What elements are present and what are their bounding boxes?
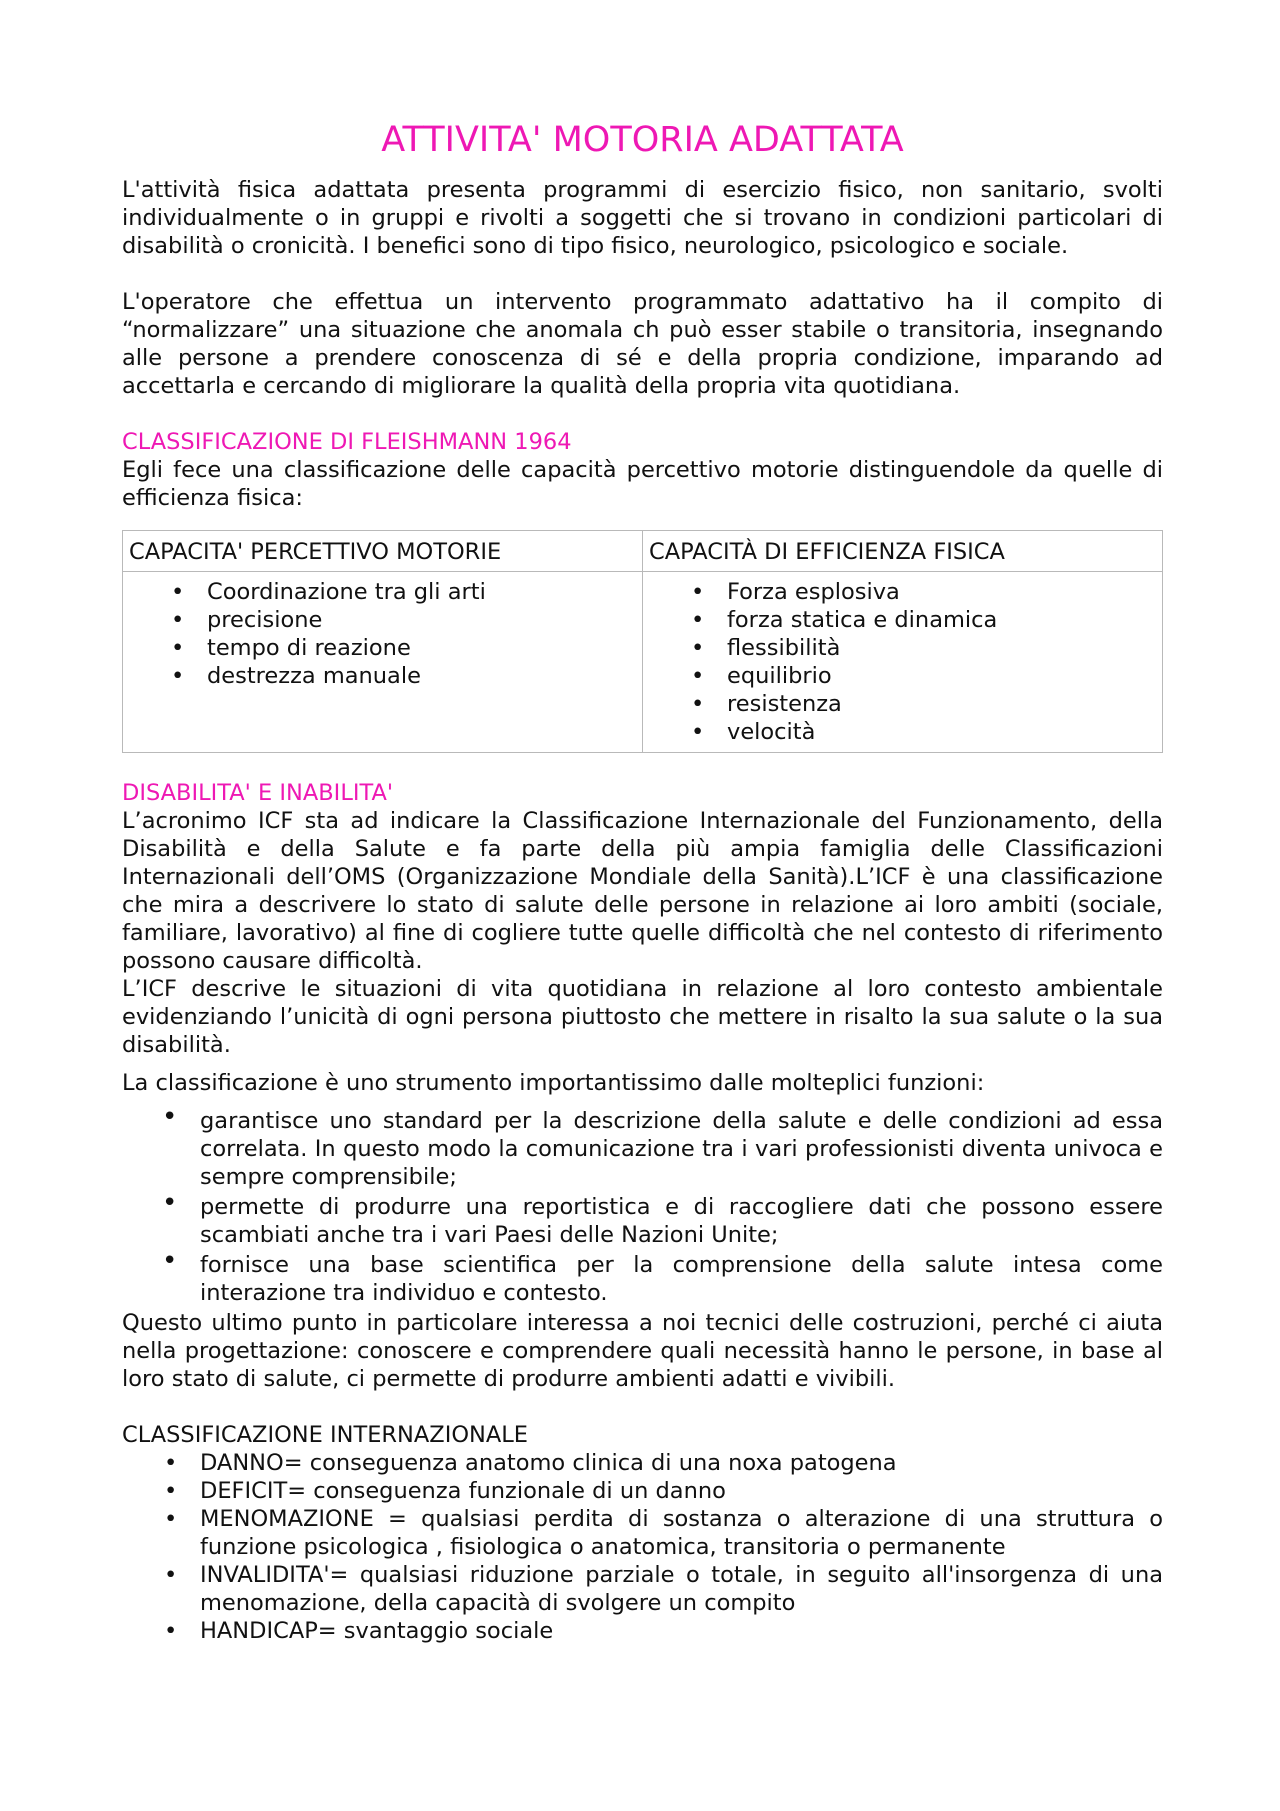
section-heading-fleishmann: CLASSIFICAZIONE DI FLEISHMANN 1964 — [122, 429, 572, 455]
table-header-percettivo: CAPACITA' PERCETTIVO MOTORIE — [123, 531, 643, 572]
list-item: • MENOMAZIONE = qualsiasi perdita di sostanza o alterazione di una struttura o funzione psicologica , fisiologica o anatomica, transitoria o permanente — [122, 1505, 1163, 1561]
table-row — [123, 572, 1163, 753]
table-header-row — [123, 531, 1163, 572]
list-item: • flessibilità — [649, 634, 1156, 662]
table-cell-percettivo — [123, 572, 643, 753]
percettivo-list — [129, 578, 636, 690]
list-item: • permette di produrre una reportistica e di raccogliere dati che possono essere scambiati anche tra i vari Paesi delle Nazioni Unite; — [122, 1193, 1163, 1249]
section-heading-internazionale: CLASSIFICAZIONE INTERNAZIONALE — [122, 1422, 529, 1448]
efficienza-list — [649, 578, 1156, 746]
fleishmann-paragraph: Egli fece una classificazione delle capacità percettivo motorie distinguendole da quelle di efficienza fisica: — [122, 457, 1163, 511]
list-item: • forza statica e dinamica — [649, 606, 1156, 634]
icf-paragraph-2: L’ICF descrive le situazioni di vita quotidiana in relazione al loro contesto ambientale evidenziando l’unicità di ogni persona piuttosto che mettere in risalto la sua salute o la sua disabilità. — [122, 976, 1163, 1058]
list-item: • equilibrio — [649, 662, 1156, 690]
intro-paragraph-1: L'attività fisica adattata presenta programmi di esercizio fisico, non sanitario, svolti individualmente o in gruppi e rivolti a soggetti che si trovano in condizioni particolari di disabilità o cronicità. I benefici sono di tipo fisico, neurologico, psicologico e sociale. — [122, 177, 1163, 259]
icf-paragraph-4: Questo ultimo punto in particolare interessa a noi tecnici delle costruzioni, perché ci aiuta nella progettazione: conoscere e comprendere quali necessità hanno le persone, in base al loro stato di salute, ci permette di produrre ambienti adatti e vivibili. — [122, 1310, 1163, 1392]
list-item: • fornisce una base scientifica per la comprensione della salute intesa come interazione tra individuo e contesto. — [122, 1251, 1163, 1307]
list-item: • garantisce uno standard per la descrizione della salute e delle condizioni ad essa correlata. In questo modo la comunicazione tra i vari professionisti diventa univoca e sempre comprensibile; — [122, 1107, 1163, 1191]
intro-paragraph-2: L'operatore che effettua un intervento programmato adattativo ha il compito di “normalizzare” una situazione che anomala ch può esser stabile o transitoria, insegnando alle persone a prendere conoscenza di sé e della propria condizione, imparando ad accettarla e cercando di migliorare la qualità della propria vita quotidiana. — [122, 289, 1163, 399]
list-item: • INVALIDITA'= qualsiasi riduzione parziale o totale, in seguito all'insorgenza di una menomazione, della capacità di svolgere un compito — [122, 1561, 1163, 1617]
icf-functions-list — [122, 1107, 1163, 1307]
list-item: • resistenza — [649, 690, 1156, 718]
list-item: • HANDICAP= svantaggio sociale — [122, 1617, 1163, 1645]
list-item: • destrezza manuale — [129, 662, 636, 690]
section-heading-disabilita: DISABILITA' E INABILITA' — [122, 780, 394, 806]
list-item: • tempo di reazione — [129, 634, 636, 662]
icf-paragraph-1: L’acronimo ICF sta ad indicare la Classificazione Internazionale del Funzionamento, della Disabilità e della Salute e fa parte della più ampia famiglia delle Classificazioni Internazionali dell’OMS (Organizzazione Mondiale della Sanità).L’ICF è una classificazione che mira a descrivere lo stato di salute delle persone in relazione ai loro ambiti (sociale, familiare, lavorativo) al fine di cogliere tutte quelle difficoltà che nel contesto di riferimento possono causare difficoltà. — [122, 808, 1163, 974]
list-item: • DANNO= conseguenza anatomo clinica di una noxa patogena — [122, 1449, 1163, 1477]
list-item: • velocità — [649, 718, 1156, 746]
list-item: • Coordinazione tra gli arti — [129, 578, 636, 606]
icf-paragraph-3: La classificazione è uno strumento importantissimo dalle molteplici funzioni: — [122, 1070, 985, 1096]
table-header-efficienza: CAPACITÀ DI EFFICIENZA FISICA — [643, 531, 1163, 572]
list-item: • DEFICIT= conseguenza funzionale di un danno — [122, 1477, 1163, 1505]
capacita-table — [122, 530, 1163, 753]
list-item: • precisione — [129, 606, 636, 634]
page-title: ATTIVITA' MOTORIA ADATTATA — [381, 120, 904, 160]
list-item: • Forza esplosiva — [649, 578, 1156, 606]
definitions-list — [122, 1449, 1163, 1645]
table-cell-efficienza — [643, 572, 1163, 753]
